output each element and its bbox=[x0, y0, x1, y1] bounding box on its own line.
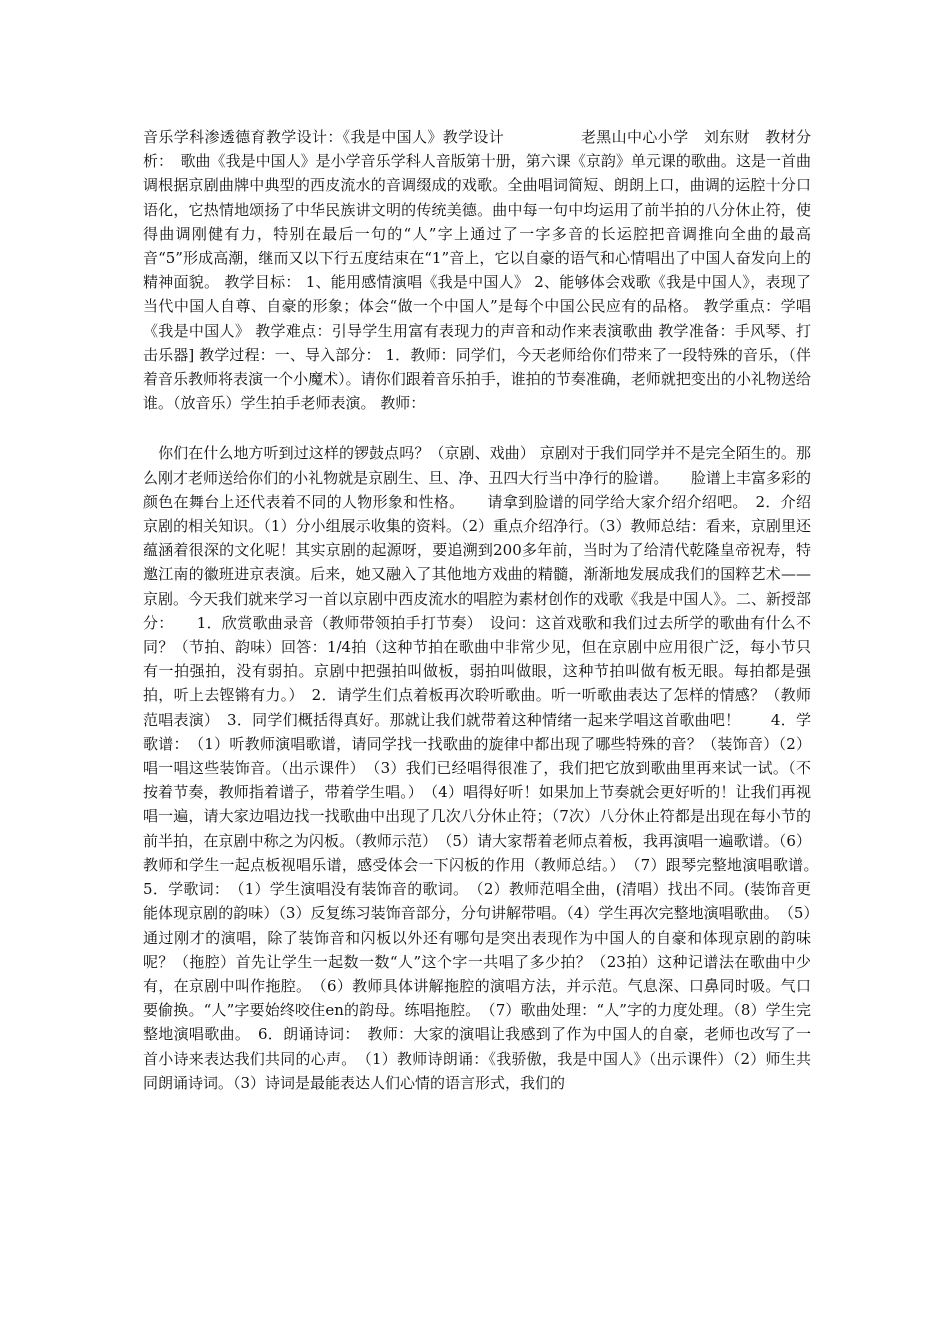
paragraph-lesson-process: 你们在什么地方听到过这样的锣鼓点吗？（京剧、戏曲） 京剧对于我们同学并不是完全陌生的。那么刚才老师送给你们的小礼物就是京剧生、旦、净、丑四大行当中净行的脸谱。 脸谱上丰富多彩的颜色在舞台上还代表着不同的人物形象和性格。 请拿到脸谱的同学给大家介绍介绍吧。 2．介绍京剧的相关知识。（1）分小组展示收集的资料。（2）重点介绍净行。（3）教师总结：看来，京剧里还蕴涵着很深的文化呢！其实京剧的起源呀，要追溯到200多年前，当时为了给清代乾隆皇帝祝寿，特邀江南的徽班进京表演。后来，她又融入了其他地方戏曲的精髓，渐渐地发展成我们的国粹艺术——京剧。今天我们就来学习一首以京剧中西皮流水的唱腔为素材创作的戏歌《我是中国人》。二、新授部分： 1．欣赏歌曲录音（教师带领拍手打节奏） 设问：这首戏歌和我们过去所学的歌曲有什么不同？（节拍、韵味）回答：1/4拍（这种节拍在歌曲中非常少见，但在京剧中应用很广泛，每小节只有一拍强拍，没有弱拍。京剧中把强拍叫做板，弱拍叫做眼，这种节拍叫做有板无眼。每拍都是强拍，听上去铿锵有力。） 2．请学生们点着板再次聆听歌曲。听一听歌曲表达了怎样的情感？（教师范唱表演） 3．同学们概括得真好。那就让我们就带着这种情绪一起来学唱这首歌曲吧！ 4．学歌谱： （1）听教师演唱歌谱，请同学找一找歌曲的旋律中都出现了哪些特殊的音？（装饰音）（2）唱一唱这些装饰音。（出示课件） （3）我们已经唱得很准了，我们把它放到歌曲里再来试一试。（不按着节奏，教师指着谱子，带着学生唱。） （4）唱得好听！如果加上节奏就会更好听的！让我们再视唱一遍，请大家边唱边找一找歌曲中出现了几次八分休止符；（7次）八分休止符都是出现在每小节的前半拍，在京剧中称之为闪板。（教师示范） （5）请大家帮着老师点着板，我再演唱一遍歌谱。（6）教师和学生一起点板视唱乐谱，感受体会一下闪板的作用（教师总结。） （7）跟琴完整地演唱歌谱。 5．学歌词： （1）学生演唱没有装饰音的歌词。 （2）教师范唱全曲，(清唱）找出不同。(装饰音更能体现京剧的韵味）（3）反复练习装饰音部分，分句讲解带唱。（4）学生再次完整地演唱歌曲。 （5）通过刚才的演唱，除了装饰音和闪板以外还有哪句是突出表现作为中国人的自豪和体现京剧的韵味呢？（拖腔）首先让学生一起数一数“人”这个字一共唱了多少拍？（23拍）这种记谱法在歌曲中少有，在京剧中叫作拖腔。 （6）教师具体讲解拖腔的演唱方法，并示范。气息深、口鼻同时吸。气口要偷换。“人”字要始终咬住en的韵母。练唱拖腔。 （7）歌曲处理：“人”字的力度处理。（8）学生完整地演唱歌曲。 6．朗诵诗词： 教师：大家的演唱让我感到了作为中国人的自豪，老师也改写了一首小诗来表达我们共同的心声。 （1）教师诗朗诵：《我骄傲，我是中国人》（出示课件）（2）师生共同朗诵诗词。（3）诗词是最能表达人们心情的语言形式，我们的 bbox=[143, 444, 827, 1092]
document-body bbox=[143, 125, 827, 1095]
paragraph-lesson-intro: 音乐学科渗透德育教学设计：《我是中国人》教学设计 老黑山中心小学 刘东财 教材分析： 歌曲《我是中国人》是小学音乐学科人音版第十册，第六课《京韵》单元课的歌曲。这是一首曲调根据京剧曲牌中典型的西皮流水的音调缀成的戏歌。全曲唱词简短、朗朗上口，曲调的运腔十分口语化，它热情地颂扬了中华民族讲文明的传统美德。曲中每一句中均运用了前半拍的八分休止符，使得曲调刚健有力，特别在最后一句的“人”字上通过了一字多音的长运腔把音调推向全曲的最高音“5”形成高潮，继而又以下行五度结束在“1”音上，它以自豪的语气和心情唱出了中国人奋发向上的精神面貌。 教学目标： 1、能用感情演唱《我是中国人》 2、能够体会戏歌《我是中国人》，表现了当代中国人自尊、自豪的形象；体会“做一个中国人”是每个中国公民应有的品格。 教学重点：学唱《我是中国人》 教学难点：引导学生用富有表现力的声音和动作来表演歌曲 教学准备：手风琴、打击乐器] 教学过程：一、导入部分： 1．教师：同学们，今天老师给你们带来了一段特殊的音乐，（伴着音乐教师将表演一个小魔术）。请你们跟着音乐拍手，谁拍的节奏准确，老师就把变出的小礼物送给谁。（放音乐）学生拍手老师表演。 教师： bbox=[143, 128, 811, 413]
